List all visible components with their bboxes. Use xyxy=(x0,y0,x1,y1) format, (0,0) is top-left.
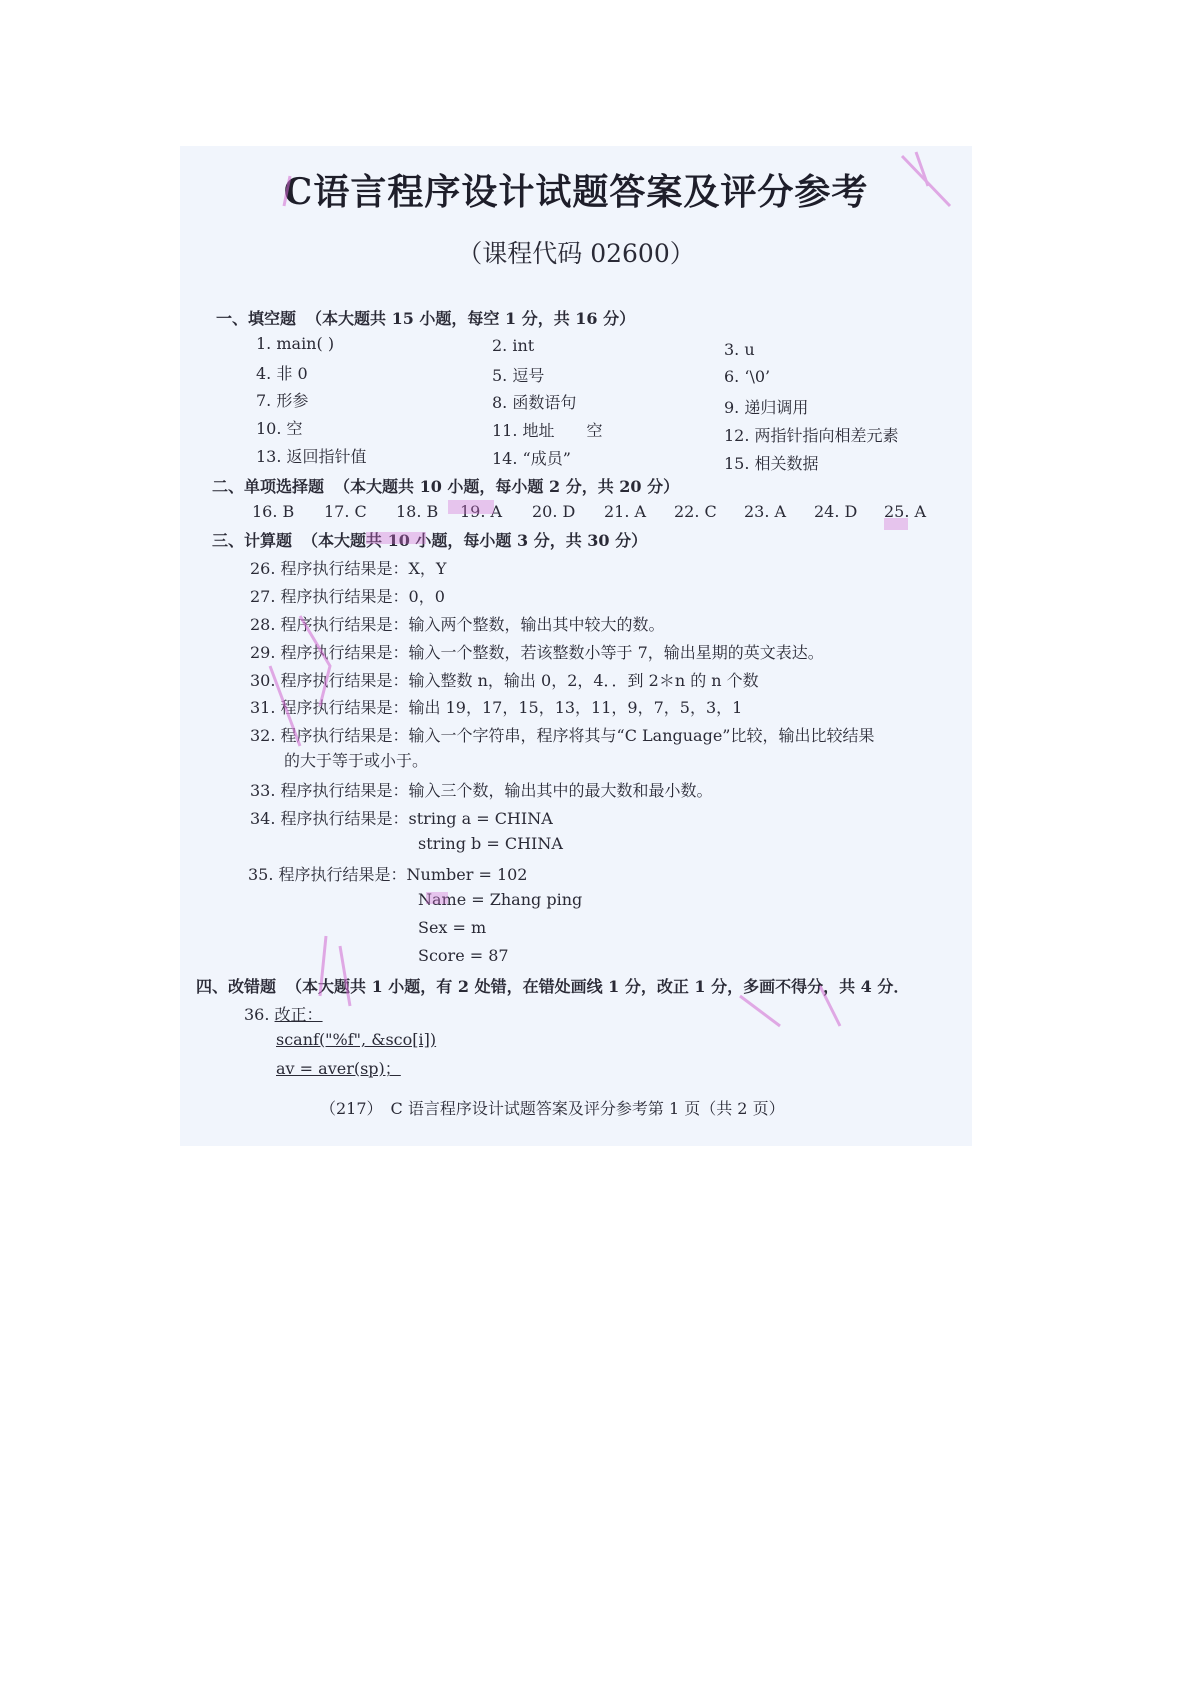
fix-line-2: av = aver(sp)； xyxy=(276,1059,401,1078)
fix-line-1: scanf("%f", &sco[i]) xyxy=(276,1030,437,1049)
answer-11: 11. 地址 空 xyxy=(492,421,603,440)
fix-label: 改正： xyxy=(274,1005,323,1024)
mc-answer-21: 21. A xyxy=(604,502,647,521)
mc-answer-17: 17. C xyxy=(324,502,367,521)
section-1-heading xyxy=(216,306,635,329)
section-1-title: 一、填空题 xyxy=(216,309,297,328)
item-36 xyxy=(244,1002,323,1025)
result-34: 34. 程序执行结果是：string a = CHINA xyxy=(250,809,553,828)
section-1-note: （本大题共 15 小题，每空 1 分，共 16 分） xyxy=(306,309,636,328)
page-footer: （217） C 语言程序设计试题答案及评分参考第 1 页（共 2 页） xyxy=(320,1099,785,1118)
section-3-title: 三、计算题 xyxy=(212,531,293,550)
mc-answer-24: 24. D xyxy=(814,502,858,521)
answer-4: 4. 非 0 xyxy=(256,364,308,383)
answer-5: 5. 逗号 xyxy=(492,366,545,385)
answer-9: 9. 递归调用 xyxy=(724,398,809,417)
answer-10: 10. 空 xyxy=(256,419,303,438)
result-26: 26. 程序执行结果是：X，Y xyxy=(250,559,447,578)
section-2-title: 二、单项选择题 xyxy=(212,477,325,496)
course-code: （课程代码 02600） xyxy=(457,239,695,268)
section-3-heading xyxy=(212,528,647,551)
section-4-note: （本大题共 1 小题，有 2 处错，在错处画线 1 分，改正 1 分，多画不得分，共 4 分． xyxy=(286,977,910,996)
scanned-page xyxy=(180,146,972,1146)
answer-7: 7. 形参 xyxy=(256,391,309,410)
document-title: C语言程序设计试题答案及评分参考 xyxy=(283,171,869,213)
section-3-note: （本大题共 10 小题，每小题 3 分，共 30 分） xyxy=(302,531,648,550)
answer-14: 14. “成员” xyxy=(492,449,571,468)
result-35-sex: Sex = m xyxy=(418,918,487,937)
answer-2: 2. int xyxy=(492,336,535,355)
answer-3: 3. u xyxy=(724,340,755,359)
result-32-continued: 的大于等于或小于。 xyxy=(284,751,429,770)
answer-13: 13. 返回指针值 xyxy=(256,447,367,466)
mc-answer-23: 23. A xyxy=(744,502,787,521)
mc-answer-20: 20. D xyxy=(532,502,576,521)
result-32: 32. 程序执行结果是：输入一个字符串，程序将其与“C Language”比较，输出比较结果 xyxy=(250,726,875,745)
mc-answer-18: 18. B xyxy=(396,502,439,521)
result-28: 28. 程序执行结果是：输入两个整数，输出其中较大的数。 xyxy=(250,615,665,634)
item-36-label: 36. xyxy=(244,1005,270,1024)
mc-answer-22: 22. C xyxy=(674,502,717,521)
result-33: 33. 程序执行结果是：输入三个数，输出其中的最大数和最小数。 xyxy=(250,781,713,800)
section-4-heading xyxy=(196,974,909,997)
section-2-heading xyxy=(212,474,679,497)
mc-answer-16: 16. B xyxy=(252,502,295,521)
section-4-title: 四、改错题 xyxy=(196,977,277,996)
result-35-score: Score = 87 xyxy=(418,946,509,965)
result-30: 30. 程序执行结果是：输入整数 n，输出 0，2，4．．到 2＊n 的 n 个数 xyxy=(250,671,759,690)
result-29: 29. 程序执行结果是：输入一个整数，若该整数小等于 7，输出星期的英文表达。 xyxy=(250,643,824,662)
mc-answer-19: 19. A xyxy=(460,502,503,521)
result-35-name: Name = Zhang ping xyxy=(418,890,583,909)
result-27: 27. 程序执行结果是：0，0 xyxy=(250,587,445,606)
answer-1: 1. main( ) xyxy=(256,334,335,353)
section-2-note: （本大题共 10 小题，每小题 2 分，共 20 分） xyxy=(334,477,680,496)
result-31: 31. 程序执行结果是：输出 19，17，15，13，11，9，7，5，3，1 xyxy=(250,698,743,717)
mc-answer-25: 25. A xyxy=(884,502,927,521)
result-35: 35. 程序执行结果是：Number = 102 xyxy=(248,865,528,884)
result-34-line-2: string b = CHINA xyxy=(418,834,563,853)
answer-6: 6. ‘\0’ xyxy=(724,367,771,386)
answer-8: 8. 函数语句 xyxy=(492,393,577,412)
answer-12: 12. 两指针指向相差元素 xyxy=(724,426,899,445)
answer-15: 15. 相关数据 xyxy=(724,454,819,473)
